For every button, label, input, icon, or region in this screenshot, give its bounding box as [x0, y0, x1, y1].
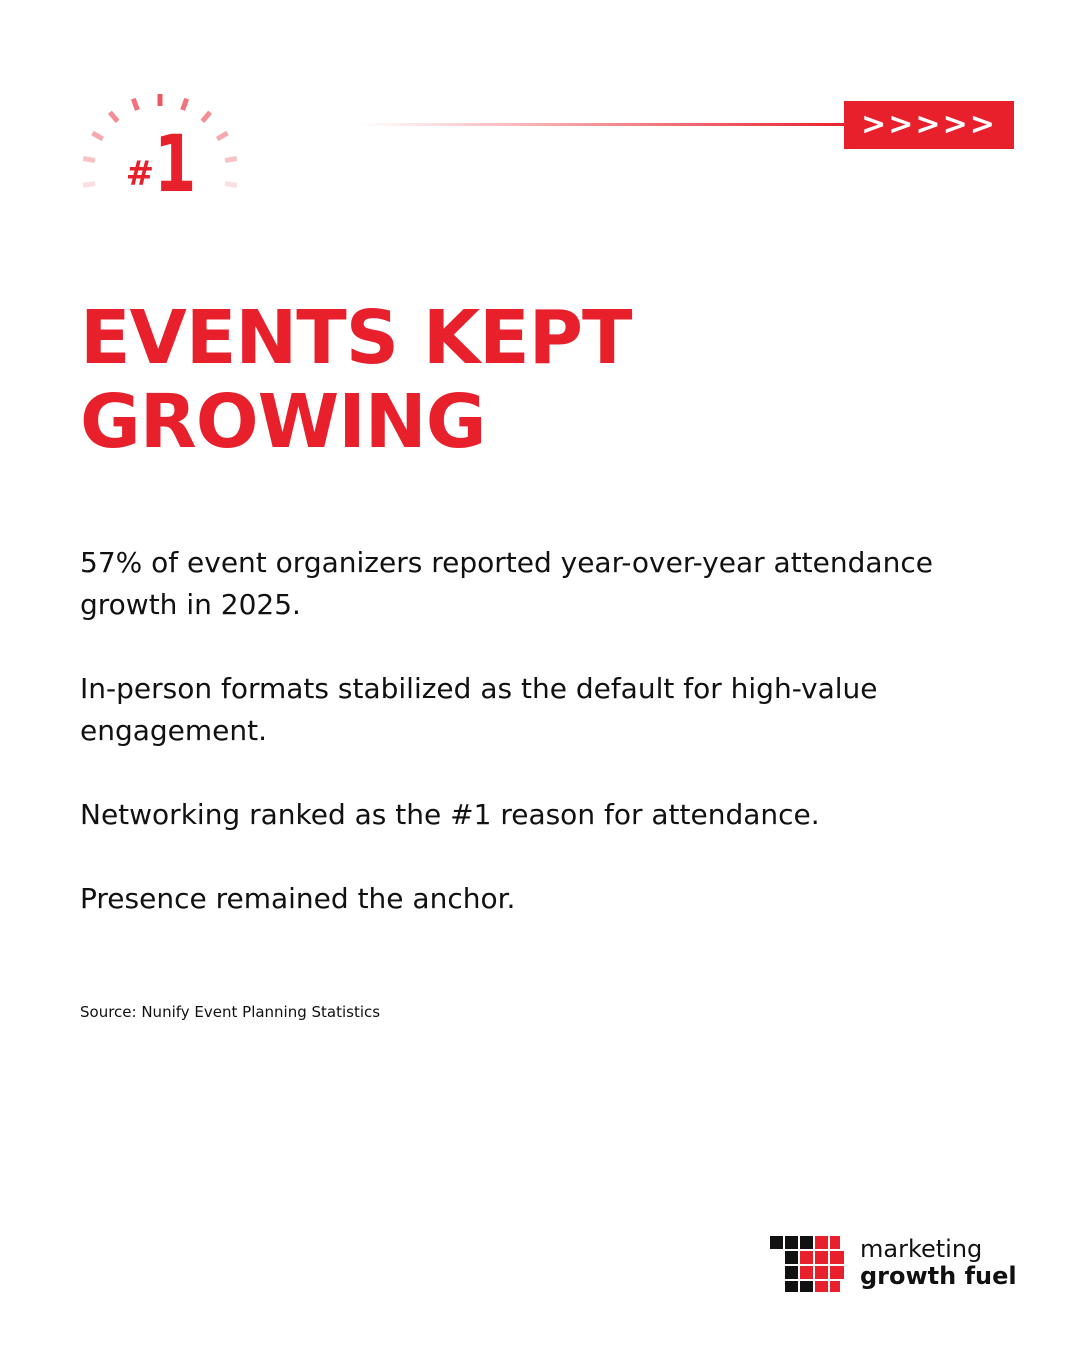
- sunburst-ray: [183, 99, 187, 110]
- source-note: Source: Nunify Event Planning Statistics: [80, 1003, 381, 1021]
- title-line-2: GROWING: [80, 379, 486, 465]
- brand-logo: [768, 1234, 1028, 1294]
- page-title: [80, 296, 980, 464]
- logo-text-growth-fuel: growth fuel: [860, 1262, 1017, 1290]
- next-arrows-badge: [844, 101, 1014, 149]
- number-badge: [78, 80, 242, 215]
- logo-text-marketing: marketing: [860, 1235, 983, 1263]
- sunburst-ray: [202, 112, 210, 121]
- title-line-1: EVENTS KEPT: [80, 295, 632, 381]
- sunburst-ray: [110, 112, 118, 121]
- paragraph-presence: Presence remained the anchor.: [80, 882, 516, 915]
- badge-number: [78, 120, 242, 210]
- chevrons-right-icon: >>>>>: [861, 107, 997, 142]
- sunburst-ray: [133, 99, 137, 110]
- badge-digit: 1: [154, 120, 197, 210]
- badge-hash: #: [125, 154, 155, 194]
- paragraph-attendance-growth: 57% of event organizers reported year-over-year attendance growth in 2025.: [80, 546, 933, 621]
- paragraph-networking: Networking ranked as the #1 reason for attendance.: [80, 798, 820, 831]
- paragraph-in-person-formats: In-person formats stabilized as the default for high-value engagement.: [80, 672, 878, 747]
- pixel-grid-logo-icon: [768, 1234, 852, 1294]
- header-divider-line: [360, 123, 846, 126]
